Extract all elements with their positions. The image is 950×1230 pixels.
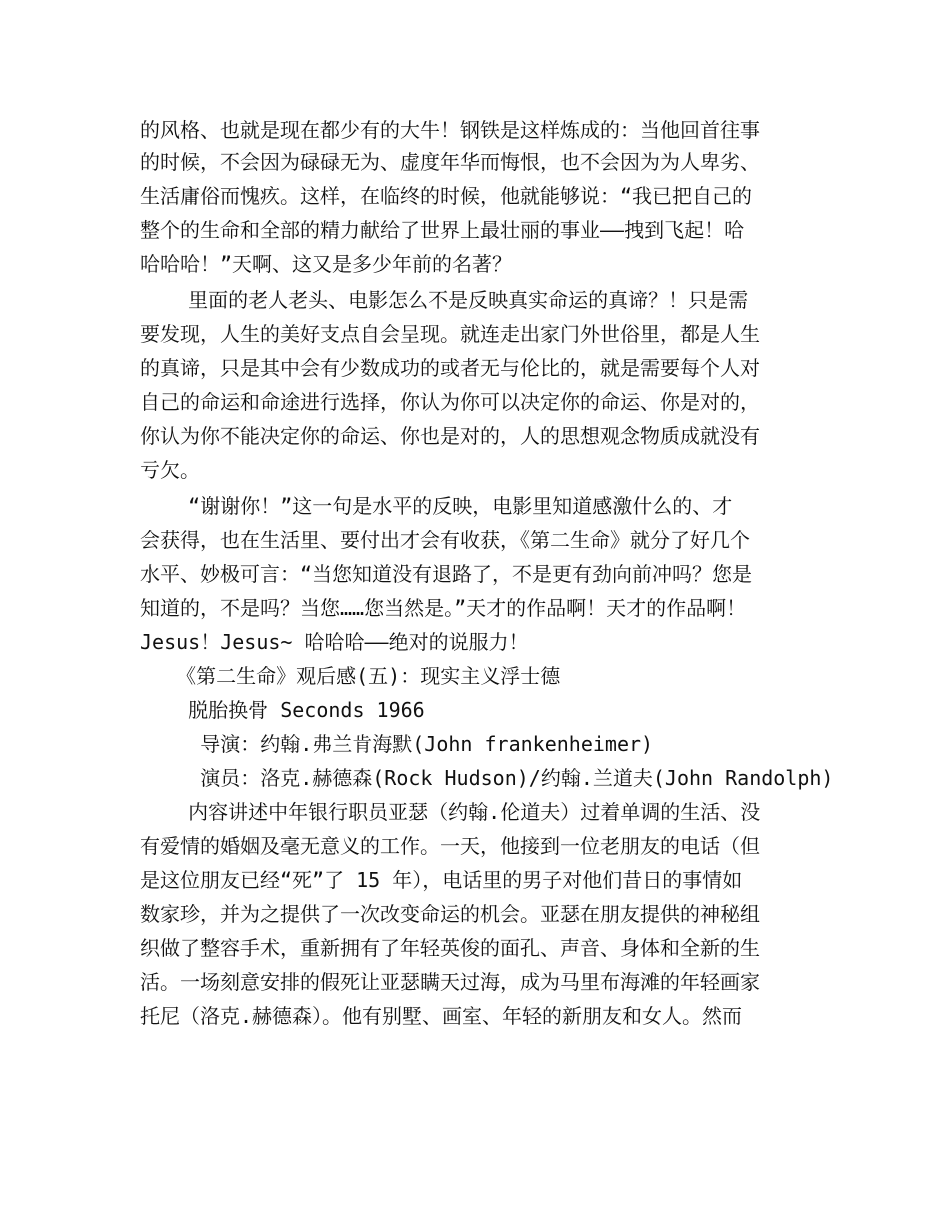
text-line: Jesus！Jesus~ 哈哈哈——绝对的说服力！ <box>140 630 529 654</box>
text-line: 的时候，不会因为碌碌无为、虚度年华而悔恨，也不会因为为人卑劣、 <box>140 150 760 174</box>
film-title-line: 脱胎换骨 Seconds 1966 <box>140 698 425 722</box>
text-line: 里面的老人老头、电影怎么不是反映真实命运的真谛？！只是需 <box>140 288 749 312</box>
text-line: 要发现，人生的美好支点自会呈现。就连走出家门外世俗里，都是人生 <box>140 322 760 346</box>
text-line: 的真谛，只是其中会有少数成功的或者无与伦比的，就是需要每个人对 <box>140 356 760 380</box>
text-line: 亏欠。 <box>140 458 200 482</box>
text-line: 托尼（洛克.赫德森）。他有别墅、画室、年轻的新朋友和女人。然而 <box>140 1004 743 1028</box>
text-line: 水平、妙极可言：“当您知道没有退路了，不是更有劲向前冲吗？您是 <box>140 562 753 586</box>
text-line: 织做了整容手术，重新拥有了年轻英俊的面孔、声音、身体和全新的生 <box>140 936 760 960</box>
text-line: 内容讲述中年银行职员亚瑟（约翰.伦道夫）过着单调的生活、没 <box>140 800 761 824</box>
text-line: 知道的，不是吗？当您……您当然是。”天才的作品啊！天才的作品啊！ <box>140 596 747 620</box>
text-line: 整个的生命和全部的精力献给了世界上最壮丽的事业——拽到飞起！哈 <box>140 218 745 242</box>
text-line: 的风格、也就是现在都少有的大牛！钢铁是这样炼成的：当他回首往事 <box>140 118 760 142</box>
text-line: 活。一场刻意安排的假死让亚瑟瞒天过海，成为马里布海滩的年轻画家 <box>140 970 760 994</box>
director-line: 导演：约翰.弗兰肯海默(John frankenheimer) <box>140 732 654 756</box>
cast-line: 演员：洛克.赫德森(Rock Hudson)/约翰.兰道夫(John Randolph) <box>140 766 834 790</box>
text-line: 生活庸俗而愧疚。这样，在临终的时候，他就能够说：“我已把自己的 <box>140 184 753 208</box>
text-line: 你认为你不能决定你的命运、你也是对的，人的思想观念物质成就没有 <box>140 424 760 448</box>
section-heading: 《第二生命》观后感(五)：现实主义浮士德 <box>140 664 561 688</box>
text-line: 是这位朋友已经“死”了 15 年），电话里的男子对他们昔日的事情如 <box>140 868 743 892</box>
text-line: 哈哈哈！”天啊、这又是多少年前的名著？ <box>140 252 513 276</box>
text-line: 有爱情的婚姻及毫无意义的工作。一天，他接到一位老朋友的电话（但 <box>140 834 760 858</box>
text-line: 数家珍，并为之提供了一次改变命运的机会。亚瑟在朋友提供的神秘组 <box>140 902 760 926</box>
text-line: 会获得，也在生活里、要付出才会有收获，《第二生命》就分了好几个 <box>140 528 750 552</box>
text-line: 自己的命运和命途进行选择，你认为你可以决定你的命运、你是对的， <box>140 390 760 414</box>
text-line: “谢谢你！”这一句是水平的反映，电影里知道感激什么的、才 <box>140 494 733 518</box>
